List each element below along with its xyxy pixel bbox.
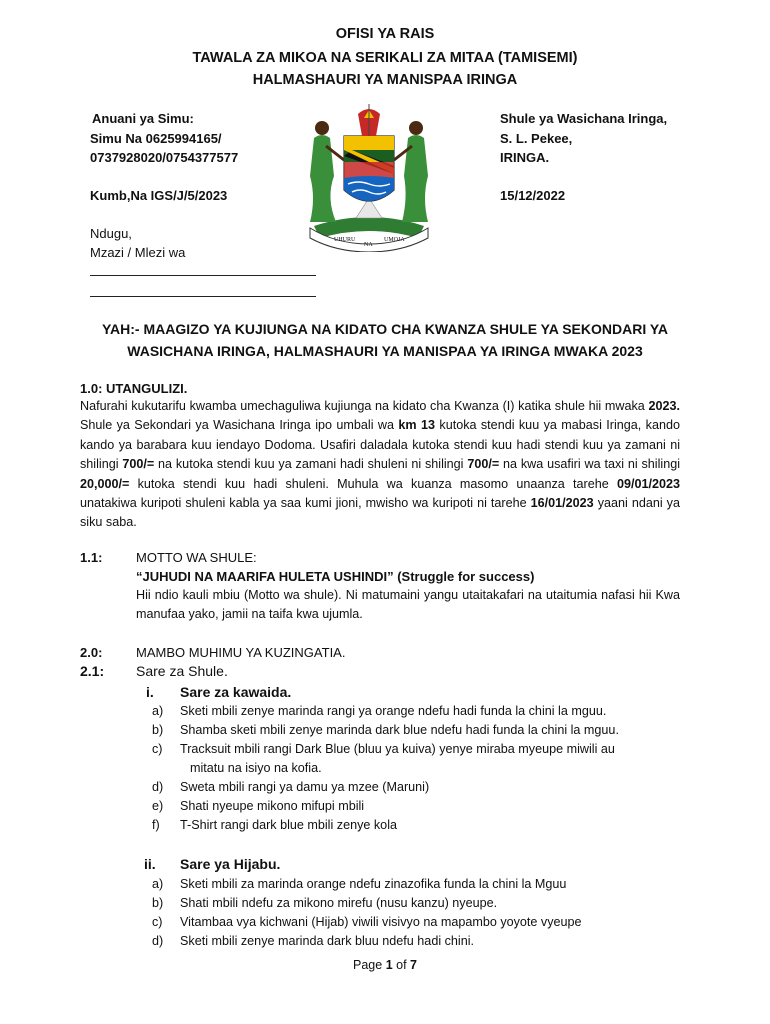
sub-i-title: Sare za kawaida. — [180, 684, 292, 700]
reference-number: Kumb,Na IGS/J/5/2023 — [90, 188, 228, 203]
section-1-1-text: Hii ndio kauli mbiu (Motto wa shule). Ni matumaini yangu utaitakafari na utaitumia nafasi hii Kwa manufaa yako, jamii na taifa kwa ujumla. — [136, 588, 680, 622]
coat-of-arms-icon — [296, 98, 442, 252]
subject-line-2: WASICHANA IRINGA, HALMASHAURI YA MANISPAA YA IRINGA MWAKA 2023 — [127, 343, 643, 359]
salutation-line-2: Mzazi / Mlezi wa — [90, 245, 186, 260]
page-number: Page 1 of 7 — [353, 958, 417, 972]
crest-motto-left: UHURU — [334, 237, 356, 243]
sub-i-label: i. — [146, 684, 154, 700]
sub-ii-title: Sare ya Hijabu. — [180, 856, 281, 872]
blank-line-1 — [90, 275, 316, 276]
subject-line-1: YAH:- MAAGIZO YA KUJIUNGA NA KIDATO CHA KWANZA SHULE YA SEKONDARI YA — [101, 321, 669, 337]
section-1-0-paragraph: Nafurahi kukutarifu kwamba umechaguliwa kujiunga na kidato cha Kwanza (I) katika shule hii mwaka 2023. Shule ya Sekondari ya Wasichana Iringa ipo umbali wa km 13 kutoka stendi kuu ya mabasi Iringa, kando kando ya barabara kuu iendayo Dodoma. Usafiri daladala kutoka stendi kuu hadi stendi kuu ya zamani ni shilingi 700/= na kutoka stendi kuu ya zamani hadi shuleni ni shilingi 700/= na kwa usafiri wa taxi ni shilingi 20,000/= kutoka stendi kuu hadi shuleni. Muhula wa kuanza masomo unaanza tarehe 09/01/2023 unatakiwa kuripoti shuleni kabla ya saa kumi jioni, mwisho wa kuripoti ni tarehe 16/01/2023 yaani ndani ya siku saba. — [80, 399, 681, 530]
crest-motto-mid: NA — [364, 242, 373, 248]
sub-ii-label: ii. — [144, 856, 156, 872]
crest-motto-right: UMOJA — [384, 237, 405, 243]
section-2-0-number: 2.0: — [80, 645, 103, 660]
right-address-line-2: S. L. Pekee, — [500, 131, 573, 146]
left-address-line-2: Simu Na 0625994165/ — [90, 131, 222, 146]
section-2-1-number: 2.1: — [80, 663, 105, 679]
section-1-0-heading: 1.0: UTANGULIZI. — [80, 381, 188, 396]
section-1-1-number: 1.1: — [80, 550, 103, 565]
right-address-line-3: IRINGA. — [500, 150, 550, 165]
right-address-line-1: Shule ya Wasichana Iringa, — [500, 111, 668, 126]
left-address-line-1: Anuani ya Simu: — [92, 111, 194, 126]
section-2-0-heading: MAMBO MUHIMU YA KUZINGATIA. — [136, 645, 346, 660]
letter-page: OFISI YA RAIS TAWALA ZA MIKOA NA SERIKALI ZA MITAA (TAMISEMI) HALMASHAURI YA MANISPAA IRINGA Anuani ya Simu: Simu Na 0625994165/ 0737928020/0754377577 Kumb,Na IGS/J/5/2023 Shule ya Wasichana Iringa, S. L. Pekee, IRINGA. 15/12/2022 UHURU NA UMOJA Ndugu, Mzazi / Mlezi wa YAH:- MAAGIZO YA KUJIUNGA NA KIDATO CHA KWANZA SHULE YA SEKONDARI YA WASICHANA IRINGA, HALMASHAURI YA MANISPAA YA IRINGA MWAKA 2023 1.0: UTANGULIZI. Nafurahi kukutarifu kwamba umechaguliwa kujiunga na kidato cha Kwanza (I) katika shule hii mwaka 2023. Shule ya Sekondari ya Wasichana Iringa ipo umbali wa km 13 kutoka stendi kuu ya mabasi Iringa, kando kando ya barabara kuu iendayo Dodoma. Usafiri daladala kutoka stendi kuu hadi stendi kuu ya zamani ni shilingi 700/= na kutoka stendi kuu ya zamani hadi shuleni ni shilingi 700/= na kwa usafiri wa taxi ni shilingi 20,000/= kutoka stendi kuu hadi shuleni. Muhula wa kuanza masomo unaanza tarehe 09/01/2023 unatakiwa kuripoti shuleni kabla ya saa kumi jioni, mwisho wa kuripoti ni tarehe 16/01/2023 yaani ndani ya siku saba. 1.1: MOTTO WA SHULE: “JUHUDI NA MAARIFA HULETA USHINDI” (Struggle for success) Hii ndio kauli mbiu (Motto wa shule). Ni matumaini yangu utaitakafari na utaitumia nafasi hii Kwa manufaa yako, jamii na taifa kwa ujumla. 2.0: MAMBO MUHIMU YA KUZINGATIA. 2.1: Sare za Shule. i. Sare za kawaida. a) Sketi mbili zenye marinda rangi ya orange ndefu hadi funda la chini la mguu. b) Shamba sketi mbili zenye marinda dark blue ndefu hadi funda la chini la mguu. c) Tracksuit mbili rangi Dark Blue (bluu ya kuiva) yenye miraba myeupe miwili au mitatu na isiyo na kofia. d) Sweta mbili rangi ya damu ya mzee (Maruni) e) Shati nyeupe mikono mifupi mbili f) T-Shirt rangi dark blue mbili zenye kola ii. Sare ya Hijabu. a) Sketi mbili za marinda orange ndefu zinazofika funda la chini la Mguu b) Shati mbili ndefu za mikono mirefu (nusu kanzu) nyeupe. c) Vitambaa vya kichwani (Hijab) viwili visivyo na mapambo yoyote vyeupe d) Sketi mbili zenye marinda dark bluu ndefu hadi chini. Page 1 of 7 — [0, 0, 770, 1024]
header-line-3: HALMASHAURI YA MANISPAA IRINGA — [252, 72, 518, 88]
header-line-1: OFISI YA RAIS — [335, 26, 435, 42]
section-2-1-heading: Sare za Shule. — [136, 663, 228, 679]
section-1-1-heading: MOTTO WA SHULE: — [136, 550, 257, 565]
header-line-2: TAWALA ZA MIKOA NA SERIKALI ZA MITAA (TAMISEMI) — [192, 50, 578, 66]
school-motto: “JUHUDI NA MAARIFA HULETA USHINDI” (Struggle for success) — [136, 569, 535, 584]
blank-line-2 — [90, 296, 316, 297]
letter-date: 15/12/2022 — [500, 188, 566, 203]
salutation-line-1: Ndugu, — [90, 226, 132, 241]
left-address-line-3: 0737928020/0754377577 — [90, 150, 239, 165]
